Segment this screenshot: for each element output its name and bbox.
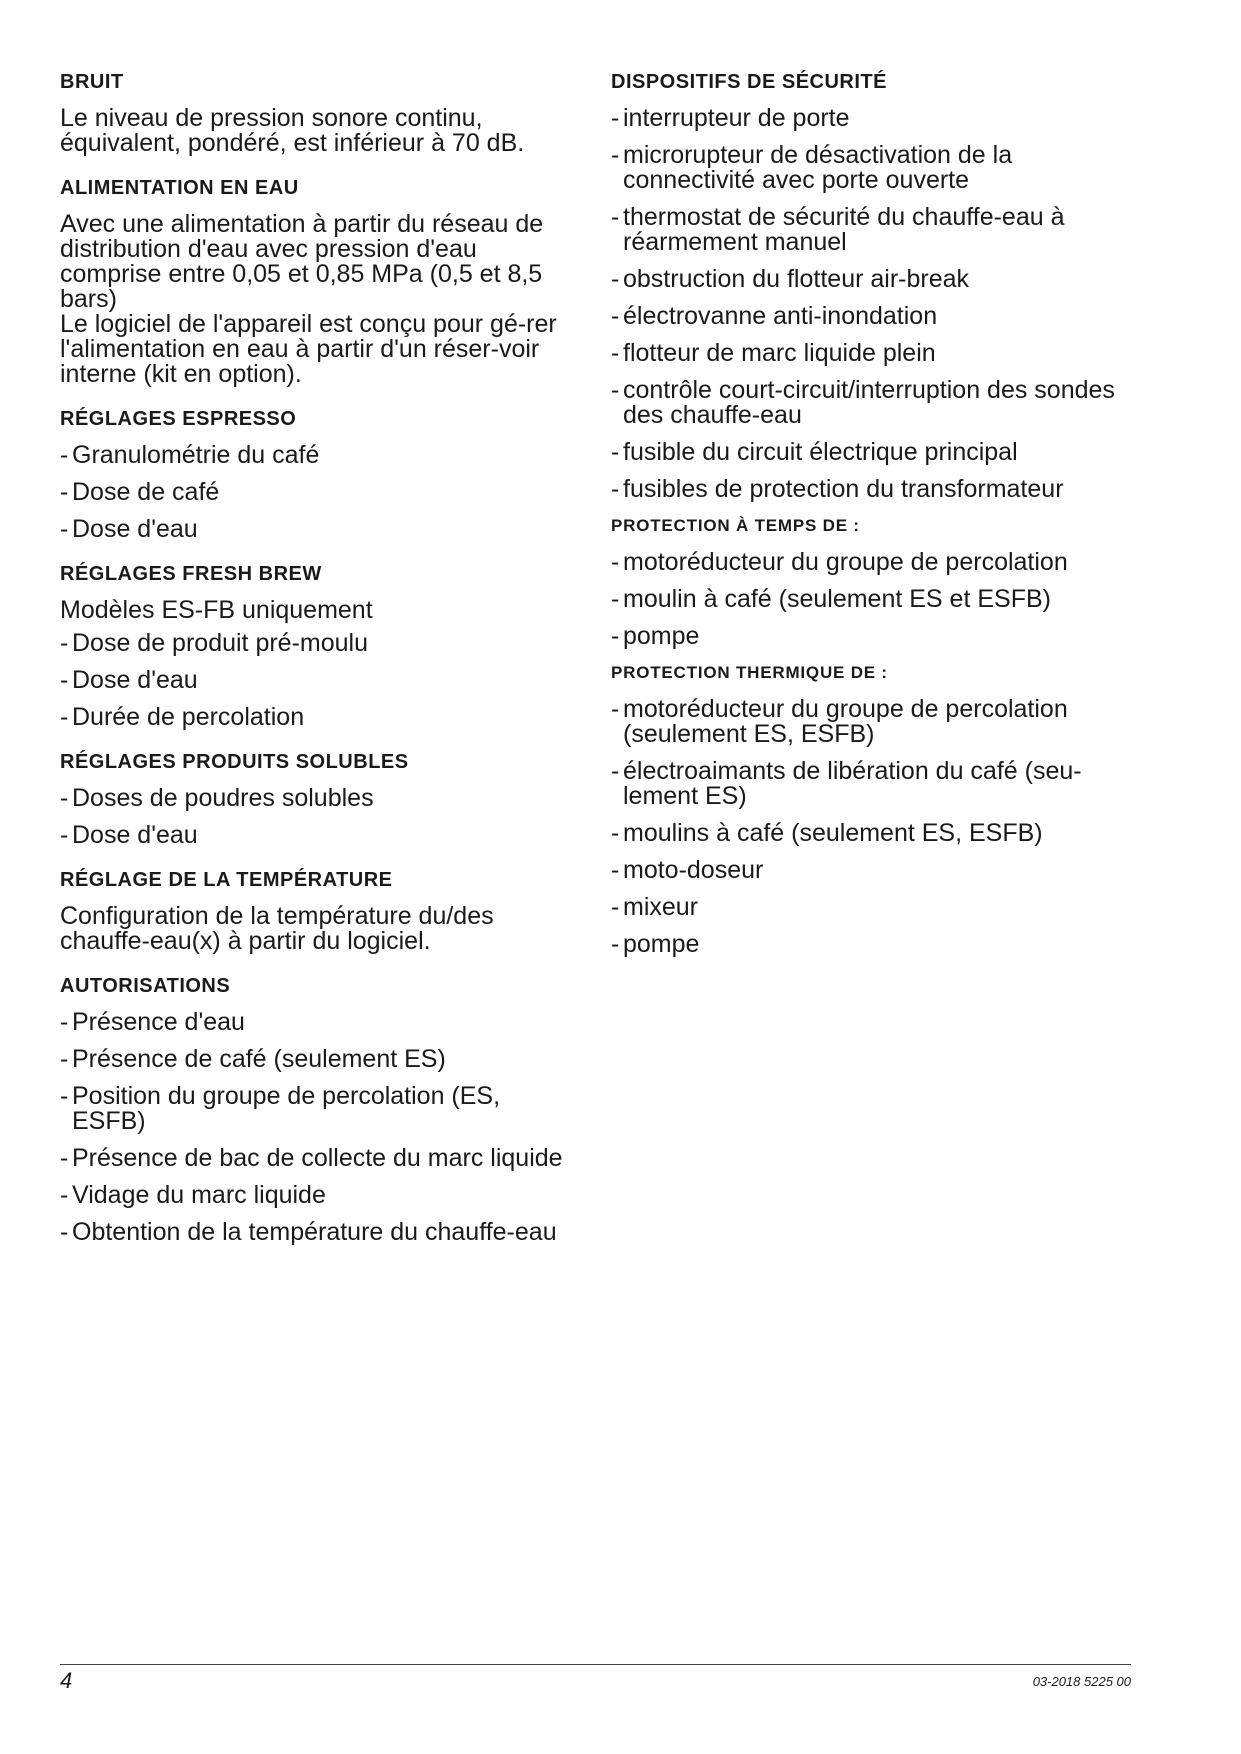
list-item: - Obtention de la température du chauffe-eau (60, 1220, 580, 1245)
list-item: - microrupteur de désactivation de la connectivité avec porte ouverte (611, 143, 1151, 193)
section-bruit (60, 70, 580, 156)
alimentation-text-1: Avec une alimentation à partir du réseau de distribution d'eau avec pression d'eau comprise entre 0,05 et 0,85 MPa (0,5 et 8,5 bars) (60, 210, 544, 313)
right-column (611, 70, 1151, 977)
list-item: - Dose de café (60, 480, 580, 505)
list-item: - moulin à café (seulement ES et ESFB) (611, 587, 1151, 612)
left-column (60, 70, 580, 1265)
heading-espresso: RÉGLAGES ESPRESSO (60, 408, 297, 430)
list-item: - fusible du circuit électrique principal (611, 440, 1151, 465)
heading-protection-thermique: PROTECTION THERMIQUE DE : (611, 663, 888, 682)
list-item: - mixeur (611, 895, 1151, 920)
list-item: - contrôle court-circuit/interruption des sondes des chauffe-eau (611, 378, 1151, 428)
list-item: - Vidage du marc liquide (60, 1183, 580, 1208)
list-item: - Dose d'eau (60, 823, 580, 848)
list-item: - Durée de percolation (60, 705, 580, 730)
list-item: - interrupteur de porte (611, 106, 1151, 131)
list-item: - électrovanne anti-inondation (611, 304, 1151, 329)
list-item: - pompe (611, 624, 1151, 649)
heading-autorisations: AUTORISATIONS (60, 975, 231, 997)
espresso-list (60, 443, 580, 542)
list-item: - Dose d'eau (60, 668, 580, 693)
list-item: - Dose d'eau (60, 517, 580, 542)
list-item: - Position du groupe de percolation (ES, ESFB) (60, 1084, 580, 1134)
section-protection-thermique (611, 661, 1151, 957)
section-fresh-brew (60, 562, 580, 730)
list-item: - Présence d'eau (60, 1010, 580, 1035)
list-item: - électroaimants de libération du café (seu-lement ES) (611, 759, 1151, 809)
heading-securite: DISPOSITIFS DE SÉCURITÉ (611, 71, 887, 93)
heading-solubles: RÉGLAGES PRODUITS SOLUBLES (60, 751, 409, 773)
heading-fresh-brew: RÉGLAGES FRESH BREW (60, 563, 322, 585)
section-solubles (60, 750, 580, 848)
list-item: - Présence de café (seulement ES) (60, 1047, 580, 1072)
list-item: - obstruction du flotteur air-break (611, 267, 1151, 292)
list-item: - pompe (611, 932, 1151, 957)
list-item: - Dose de produit pré-moulu (60, 631, 580, 656)
solubles-list (60, 786, 580, 848)
list-item: - flotteur de marc liquide plein (611, 341, 1151, 366)
section-espresso (60, 407, 580, 542)
fresh-brew-intro: Modèles ES-FB uniquement (60, 596, 373, 624)
heading-temperature: RÉGLAGE DE LA TEMPÉRATURE (60, 869, 393, 891)
heading-alimentation: ALIMENTATION EN EAU (60, 177, 299, 199)
alimentation-text-2: Le logiciel de l'appareil est conçu pour gé-rer l'alimentation en eau à partir d'un réser-voir interne (kit en option). (60, 310, 557, 388)
section-alimentation (60, 176, 580, 387)
list-item: - motoréducteur du groupe de percolation (611, 550, 1151, 575)
list-item: - Présence de bac de collecte du marc liquide (60, 1146, 580, 1171)
protection-temps-list (611, 550, 1151, 649)
list-item: - motoréducteur du groupe de percolation (seulement ES, ESFB) (611, 697, 1151, 747)
list-item: - moulins à café (seulement ES, ESFB) (611, 821, 1151, 846)
document-code: 03-2018 5225 00 (1032, 1674, 1131, 1689)
securite-list (611, 106, 1151, 502)
page-number: 4 (60, 1668, 73, 1693)
heading-bruit: BRUIT (60, 71, 124, 93)
list-item: - thermostat de sécurité du chauffe-eau à réarmement manuel (611, 205, 1151, 255)
list-item: - fusibles de protection du transformateur (611, 477, 1151, 502)
section-securite (611, 70, 1151, 502)
protection-thermique-list (611, 697, 1151, 957)
list-item: - Doses de poudres solubles (60, 786, 580, 811)
section-autorisations (60, 974, 580, 1245)
fresh-brew-list (60, 631, 580, 730)
heading-protection-temps: PROTECTION À TEMPS DE : (611, 516, 860, 535)
autorisations-list (60, 1010, 580, 1245)
section-protection-temps (611, 514, 1151, 649)
section-temperature (60, 868, 580, 954)
temperature-text: Configuration de la température du/des chauffe-eau(x) à partir du logiciel. (60, 902, 494, 955)
list-item: - Granulométrie du café (60, 443, 580, 468)
list-item: - moto-doseur (611, 858, 1151, 883)
bruit-text: Le niveau de pression sonore continu, équivalent, pondéré, est inférieur à 70 dB. (60, 104, 525, 157)
footer-divider (60, 1664, 1131, 1665)
